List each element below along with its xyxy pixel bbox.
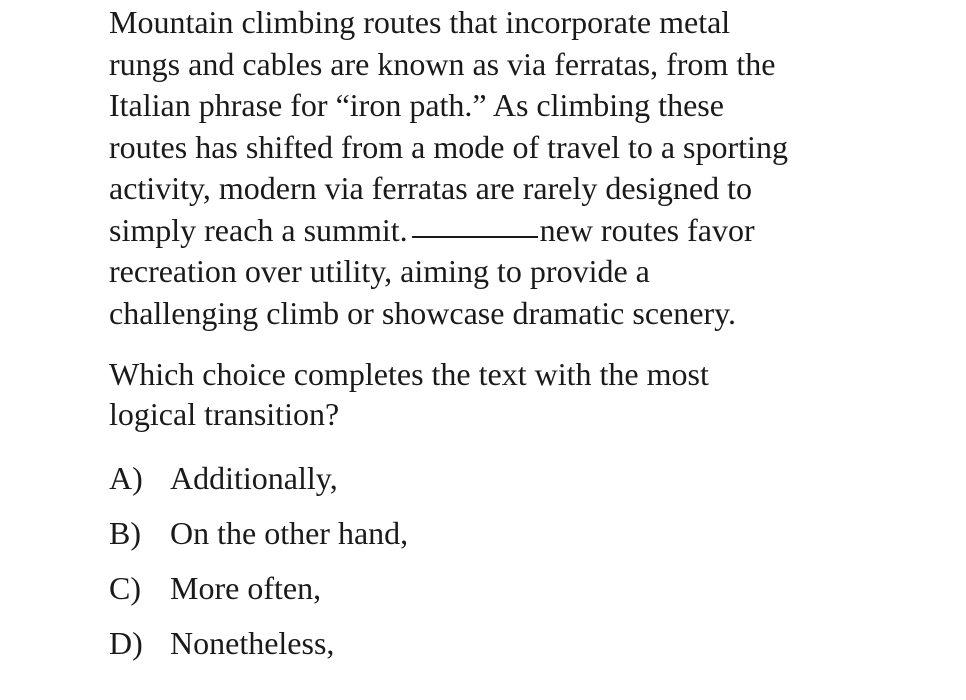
choice-c[interactable] bbox=[109, 568, 869, 623]
choice-text: Additionally, bbox=[170, 460, 338, 496]
choice-letter: D) bbox=[109, 625, 143, 661]
choice-d[interactable] bbox=[109, 623, 869, 678]
passage-line: routes has shifted from a mode of travel to a sporting bbox=[109, 128, 788, 165]
passage-line: activity, modern via ferratas are rarely designed to bbox=[109, 170, 752, 206]
choice-letter: C) bbox=[109, 570, 141, 606]
answer-choices bbox=[109, 458, 869, 678]
passage-text bbox=[109, 2, 869, 334]
passage-line: rungs and cables are known as via ferratas, from the bbox=[109, 45, 776, 82]
choice-a[interactable] bbox=[109, 458, 869, 513]
question-card bbox=[109, 2, 869, 678]
choice-text: On the other hand, bbox=[170, 515, 409, 551]
choice-letter: A) bbox=[109, 460, 143, 496]
passage-line: Mountain climbing routes that incorporate metal bbox=[109, 4, 731, 40]
passage-line: Italian phrase for “iron path.” As climbing these bbox=[109, 87, 724, 123]
choice-text: More often, bbox=[170, 570, 322, 606]
passage-line: recreation over utility, aiming to provide a bbox=[109, 253, 650, 289]
choice-b[interactable] bbox=[109, 513, 869, 568]
question-line: Which choice completes the text with the most bbox=[109, 356, 709, 392]
passage-line-end: new routes favor bbox=[539, 211, 755, 248]
question-prompt bbox=[109, 354, 869, 434]
question-line: logical transition? bbox=[109, 396, 340, 432]
passage-line-start: simply reach a summit. bbox=[109, 211, 408, 248]
choice-letter: B) bbox=[109, 515, 141, 551]
passage-line: challenging climb or showcase dramatic scenery. bbox=[109, 294, 737, 331]
choice-text: Nonetheless, bbox=[170, 625, 335, 661]
passage-line-with-blank bbox=[109, 210, 869, 252]
answer-blank bbox=[412, 235, 538, 238]
